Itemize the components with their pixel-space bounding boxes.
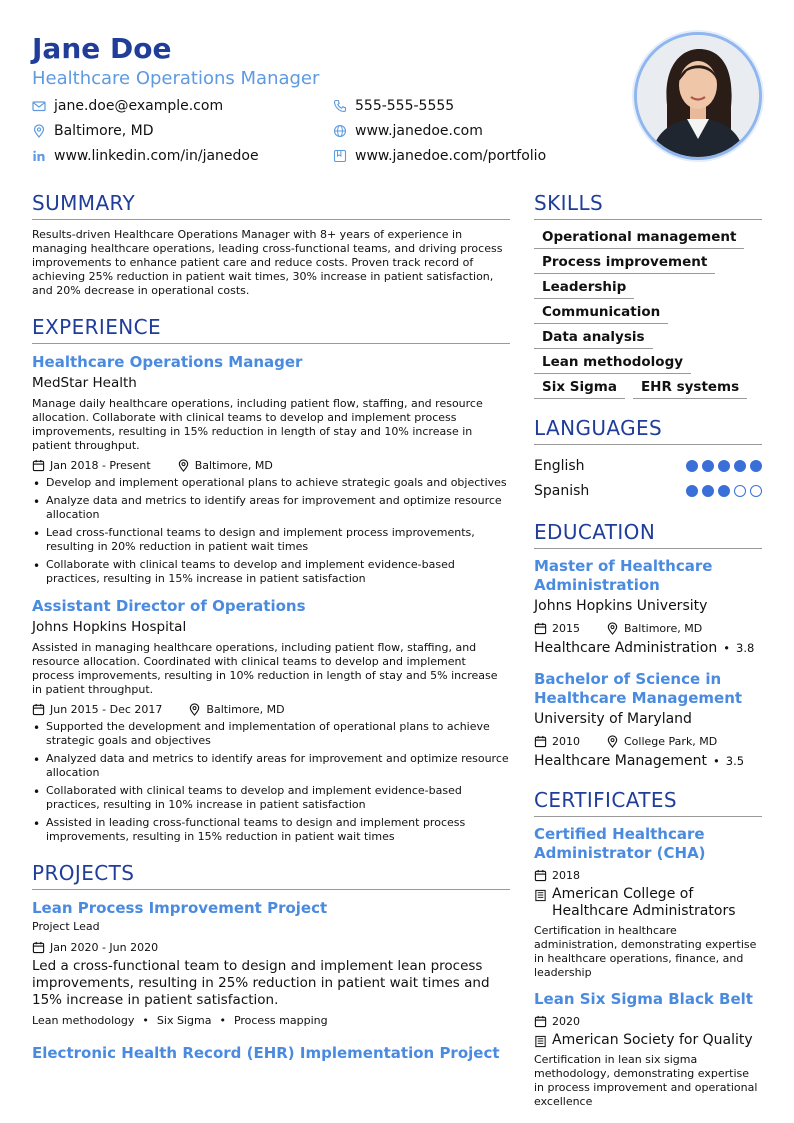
education-gpa: 3.5: [725, 754, 745, 768]
languages-section: [534, 415, 762, 503]
education-meta: [534, 732, 762, 750]
location-pin-icon: [606, 735, 619, 748]
job-bullet: • Collaborate with clinical teams to develop and implement evidence-based practices, resulting in 15% increase in patient satisfaction: [32, 558, 510, 586]
project-entry: [32, 1043, 510, 1063]
job-meta: [32, 456, 510, 474]
profile-photo-illustration: [637, 35, 759, 157]
certificate-name: Lean Six Sigma Black Belt: [534, 990, 753, 1008]
certificate-description: Certification in healthcare administration, demonstrating expertise in healthcare operations, finance, and leadership: [534, 924, 757, 979]
education-gpa-separator: •: [712, 754, 720, 768]
project-tag: Lean methodology: [32, 1014, 135, 1027]
calendar-icon: [534, 869, 547, 882]
right-column: [534, 190, 762, 1123]
job-entry: [32, 352, 510, 586]
level-dot-filled: [686, 485, 698, 497]
contact-website[interactable]: [333, 121, 593, 141]
skills-section: [534, 190, 762, 399]
project-title: Lean Process Improvement Project: [32, 899, 328, 917]
project-role: Project Lead: [32, 920, 100, 933]
job-bullet: • Analyze data and metrics to identify areas for improvement and optimize resource allocation: [32, 494, 510, 522]
level-dot-filled: [686, 460, 698, 472]
location-text: Baltimore, MD: [54, 123, 154, 139]
certificate-description: Certification in lean six sigma methodology, demonstrating expertise in process improvement and operational excellence: [534, 1053, 758, 1108]
language-name: Spanish: [534, 482, 590, 499]
mail-icon: [32, 99, 46, 113]
contact-email[interactable]: [32, 96, 333, 116]
calendar-icon: [32, 941, 45, 954]
calendar-icon: [534, 735, 547, 748]
projects-section: [32, 860, 510, 1063]
calendar-icon: [534, 622, 547, 635]
summary-text: Results-driven Healthcare Operations Manager with 8+ years of experience in managing healthcare operations, leading cross-functional teams, and driving process improvements to enhance patient care and reduce costs. Proven track record of achieving 25% reduction in patient wait times, 30% increase in patient satisfaction, and 20% decrease in operational costs.: [32, 228, 503, 297]
education-gpa-separator: •: [723, 641, 730, 655]
project-entry: [32, 898, 510, 1029]
job-bullets: [32, 476, 510, 586]
job-title: Healthcare Operations Manager: [32, 353, 303, 371]
job-location: Baltimore, MD: [194, 458, 273, 472]
location-pin-icon: [188, 703, 201, 716]
certificate-meta: [534, 866, 762, 884]
portfolio-icon: [333, 149, 347, 163]
job-bullet: • Supported the development and implementation of operational plans to achieve strategic goals and objectives: [32, 720, 510, 748]
website-text: www.janedoe.com: [355, 123, 483, 139]
job-bullet: • Analyzed data and metrics to identify areas for improvement and optimize resource allocation: [32, 752, 510, 780]
calendar-icon: [32, 703, 45, 716]
skill-tag: Operational management: [534, 228, 744, 249]
certificates-heading: CERTIFICATES: [534, 787, 762, 817]
job-description: Assisted in managing healthcare operations, including patient flow, staffing, and resource allocation. Coordinated with clinical teams to develop and implement process improvements, resulting in 10% reduction in length of stay and 5% increase in patient throughput.: [32, 641, 498, 696]
job-company: Johns Hopkins Hospital: [32, 619, 187, 635]
job-dates: Jan 2018 - Present: [50, 458, 151, 472]
job-description: Manage daily healthcare operations, including patient flow, staffing, and resource allocation. Collaborate with clinical teams to develop and implement process improvements, resulting in 15% reduction in length of stay and 10% increase in patient throughput.: [32, 397, 483, 452]
building-icon: [534, 889, 547, 902]
job-meta: [32, 700, 510, 718]
experience-section: [32, 314, 510, 844]
certificate-meta: [534, 1012, 762, 1030]
project-description: Led a cross-functional team to design and implement lean process improvements, resulting in 25% reduction in patient wait times and 15% increase in patient satisfaction.: [32, 958, 490, 1008]
certificate-issuer-row: [534, 886, 762, 920]
language-level-dots: [686, 485, 762, 497]
education-entry: [534, 557, 762, 658]
left-column: [32, 190, 510, 1079]
level-dot-empty: [750, 485, 762, 497]
certificate-year: 2018: [552, 868, 580, 882]
job-dates: Jun 2015 - Dec 2017: [50, 702, 163, 716]
education-school: University of Maryland: [534, 711, 692, 727]
project-tags: Lean methodology • Six Sigma • Process mapping: [32, 1014, 328, 1027]
email-text: jane.doe@example.com: [54, 98, 224, 114]
level-dot-empty: [734, 485, 746, 497]
education-location: College Park, MD: [624, 734, 718, 748]
education-location: Baltimore, MD: [624, 621, 703, 635]
education-meta: [534, 619, 762, 637]
location-pin-icon: [32, 124, 46, 138]
language-level-dots: [686, 460, 762, 472]
certificate-issuer-row: [534, 1032, 762, 1049]
education-gpa: 3.8: [736, 641, 755, 655]
contact-phone[interactable]: [333, 96, 593, 116]
skill-tag: Lean methodology: [534, 353, 691, 374]
languages-heading: LANGUAGES: [534, 415, 762, 445]
skill-tag: EHR systems: [633, 378, 747, 399]
job-location: Baltimore, MD: [206, 702, 285, 716]
education-entry: [534, 670, 762, 771]
education-degree: Bachelor of Science in Healthcare Management: [534, 670, 743, 707]
project-tag: Process mapping: [233, 1014, 328, 1027]
candidate-name: Jane Doe: [32, 32, 172, 65]
job-bullet: • Collaborated with clinical teams to develop and implement evidence-based practices, resulting in 10% increase in patient satisfaction: [32, 784, 510, 812]
skill-tag: Leadership: [534, 278, 634, 299]
skills-list: [534, 228, 762, 399]
project-title: Electronic Health Record (EHR) Implementation Project: [32, 1044, 500, 1062]
skill-tag: Process improvement: [534, 253, 715, 274]
globe-icon: [333, 124, 347, 138]
contact-linkedin[interactable]: [32, 146, 333, 166]
language-row: [534, 478, 762, 503]
certificate-entry: [534, 825, 762, 980]
candidate-title: Healthcare Operations Manager: [32, 68, 320, 89]
calendar-icon: [32, 459, 45, 472]
projects-heading: PROJECTS: [32, 860, 510, 890]
phone-icon: [333, 99, 347, 113]
education-field-row: [534, 751, 762, 771]
portfolio-text: www.janedoe.com/portfolio: [355, 148, 547, 164]
contact-location: [32, 121, 333, 141]
skill-tag: Data analysis: [534, 328, 653, 349]
project-tag: Six Sigma: [156, 1014, 212, 1027]
linkedin-text: www.linkedin.com/in/janedoe: [54, 148, 259, 164]
building-icon: [534, 1035, 547, 1048]
level-dot-filled: [718, 485, 730, 497]
certificate-issuer: American Society for Quality: [552, 1032, 753, 1048]
certificates-section: [534, 787, 762, 1109]
language-name: English: [534, 457, 585, 474]
location-pin-icon: [606, 622, 619, 635]
experience-heading: EXPERIENCE: [32, 314, 510, 344]
resume-header: [32, 32, 592, 166]
job-company: MedStar Health: [32, 375, 137, 391]
job-bullet: • Lead cross-functional teams to design and implement process improvements, resulting in 20% reduction in patient wait times: [32, 526, 510, 554]
certificate-name: Certified Healthcare Administrator (CHA): [534, 825, 706, 862]
job-bullet: • Assisted in leading cross-functional teams to design and implement process improvements, resulting in 15% reduction in patient wait times: [32, 816, 510, 844]
education-heading: EDUCATION: [534, 519, 762, 549]
language-row: [534, 453, 762, 478]
skills-heading: SKILLS: [534, 190, 762, 220]
project-meta: [32, 938, 510, 956]
education-year: 2010: [552, 734, 580, 748]
certificate-year: 2020: [552, 1014, 580, 1028]
education-field: Healthcare Administration: [534, 640, 718, 656]
education-degree: Master of Healthcare Administration: [534, 557, 713, 594]
education-year: 2015: [552, 621, 580, 635]
skill-tag: Six Sigma: [534, 378, 625, 399]
calendar-icon: [534, 1015, 547, 1028]
summary-heading: SUMMARY: [32, 190, 510, 220]
contact-list: [32, 96, 592, 166]
location-pin-icon: [177, 459, 190, 472]
skill-tag: Communication: [534, 303, 668, 324]
education-section: [534, 519, 762, 771]
education-field-row: [534, 638, 762, 658]
job-entry: [32, 596, 510, 844]
project-dates: Jan 2020 - Jun 2020: [50, 940, 159, 954]
education-school: Johns Hopkins University: [534, 598, 708, 614]
summary-section: [32, 190, 510, 298]
profile-photo: [634, 32, 762, 160]
education-field: Healthcare Management: [534, 753, 707, 769]
certificate-issuer: American College of Healthcare Administrators: [552, 886, 736, 919]
certificate-entry: [534, 990, 762, 1109]
job-bullets: [32, 720, 510, 844]
phone-text: 555-555-5555: [355, 98, 455, 114]
linkedin-icon: [32, 149, 46, 163]
job-bullet: • Develop and implement operational plans to achieve strategic goals and objectives: [32, 476, 510, 490]
level-dot-filled: [702, 485, 714, 497]
job-title: Assistant Director of Operations: [32, 597, 306, 615]
level-dot-filled: [734, 460, 746, 472]
level-dot-filled: [718, 460, 730, 472]
level-dot-filled: [750, 460, 762, 472]
contact-portfolio[interactable]: [333, 146, 593, 166]
level-dot-filled: [702, 460, 714, 472]
